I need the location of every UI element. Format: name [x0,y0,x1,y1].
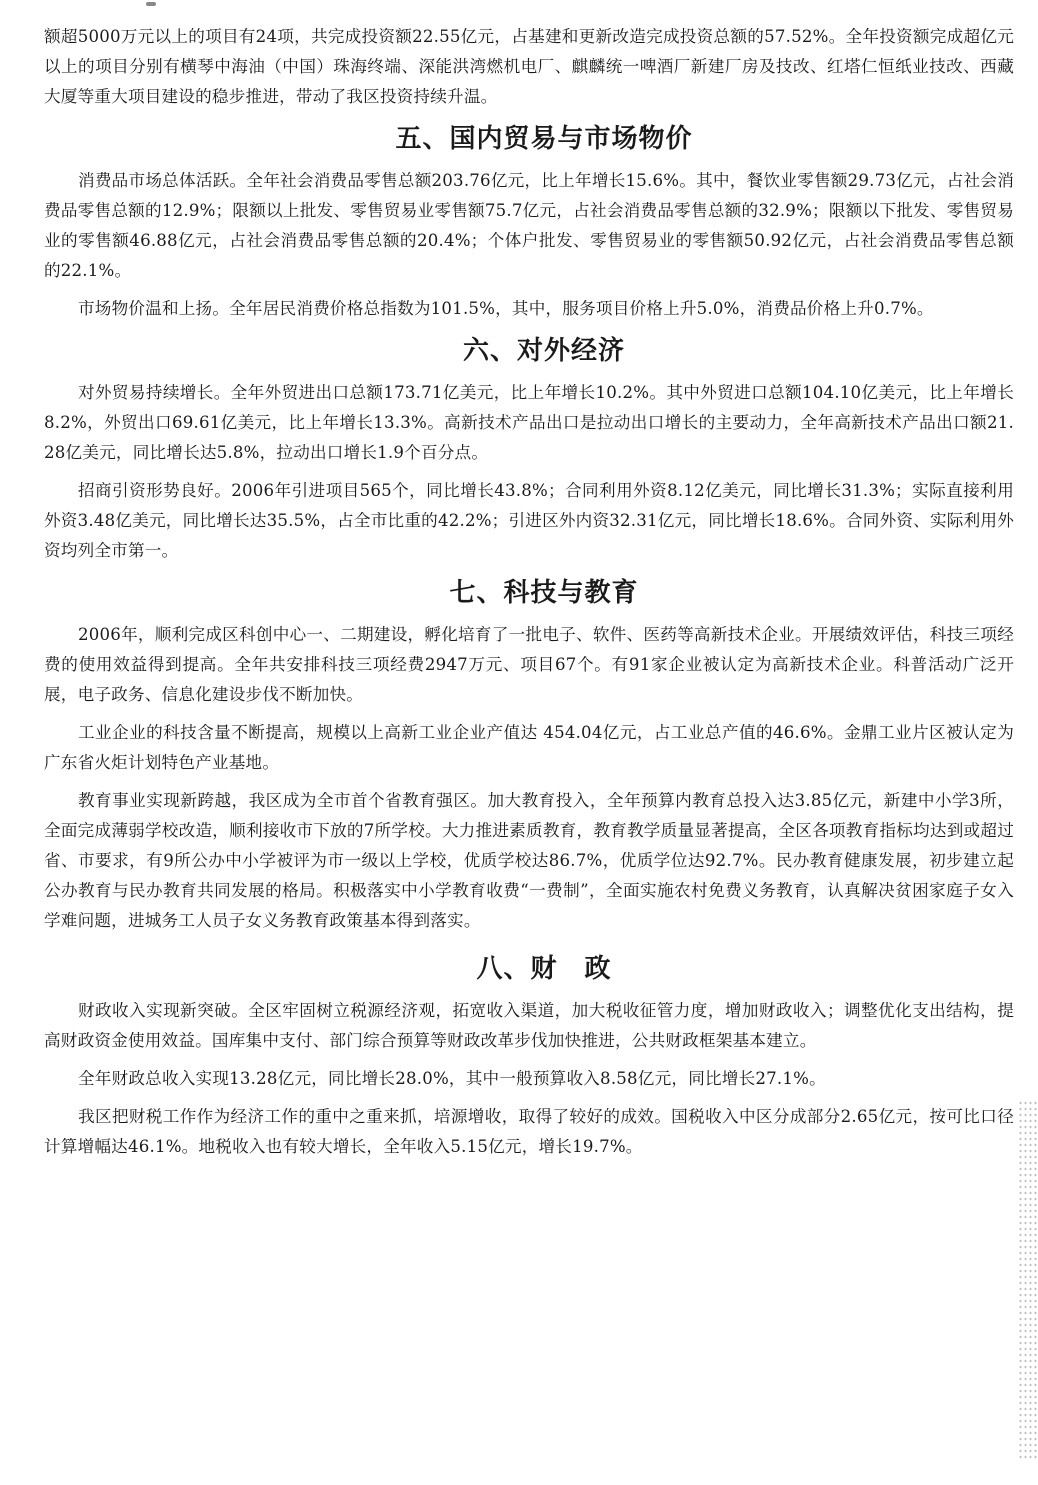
paragraph-market-prices: 市场物价温和上扬。全年居民消费价格总指数为101.5%，其中，服务项目价格上升5.0%，消费品价格上升0.7%。 [78,299,934,318]
scan-speck [146,2,156,6]
paragraph-consumer-market: 消费品市场总体活跃。全年社会消费品零售总额203.76亿元，比上年增长15.6%。其中，餐饮业零售额29.73亿元，占社会消费品零售总额的12.9%；限额以上批发、零售贸易业零售额75.7亿元，占社会消费品零售总额的32.9%；限额以下批发、零售贸易业的零售额46.88亿元，占社会消费品零售总额的20.4%；个体户批发、零售贸易业的零售额50.92亿元，占社会消费品零售总额的22.1%。 [44,171,1014,280]
paragraph-foreign-trade: 对外贸易持续增长。全年外贸进出口总额173.71亿美元，比上年增长10.2%。其中外贸进口总额104.10亿美元，比上年增长8.2%，外贸出口69.61亿美元，比上年增长13.3%。高新技术产品出口是拉动出口增长的主要动力，全年高新技术产品出口额21.28亿美元，同比增长达5.8%，拉动出口增长1.9个百分点。 [44,383,1014,462]
section-heading-finance: 八、财 政 [476,954,612,984]
paragraph-investment-attraction: 招商引资形势良好。2006年引进项目565个，同比增长43.8%；合同利用外资8.12亿美元，同比增长31.3%；实际直接利用外资3.48亿美元，同比增长达35.5%，占全市比重的42.2%；引进区外内资32.31亿元，同比增长18.6%。合同外资、实际利用外资均列全市第一。 [44,481,1014,560]
paragraph-fiscal-revenue: 财政收入实现新突破。全区牢固树立税源经济观，拓宽收入渠道，加大税收征管力度，增加财政收入；调整优化支出结构，提高财政资金使用效益。国库集中支付、部门综合预算等财政改革步伐加快推进，公共财政框架基本建立。 [44,1001,1014,1050]
paragraph-industrial-tech: 工业企业的科技含量不断提高，规模以上高新工业企业产值达 454.04亿元，占工业总产值的46.6%。金鼎工业片区被认定为广东省火炬计划特色产业基地。 [44,723,1014,772]
paragraph-education: 教育事业实现新跨越，我区成为全市首个省教育强区。加大教育投入，全年预算内教育总投入达3.85亿元，新建中小学3所，全面完成薄弱学校改造，顺利接收市下放的7所学校。大力推进素质教育，教育教学质量显著提高，全区各项教育指标均达到或超过省、市要求，有9所公办中小学被评为市一级以上学校，优质学校达86.7%，优质学位达92.7%。民办教育健康发展，初步建立起公办教育与民办教育共同发展的格局。积极落实中小学教育收费“一费制”，全面实施农村免费义务教育，认真解决贫困家庭子女入学难问题，进城务工人员子女义务教育政策基本得到落实。 [44,791,1014,930]
section-heading-science-education: 七、科技与教育 [449,578,639,608]
paragraph-tax-work: 我区把财税工作作为经济工作的重中之重来抓，培源增收，取得了较好的成效。国税收入中区分成部分2.65亿元，按可比口径计算增幅达46.1%。地税收入也有较大增长，全年收入5.15亿元，增长19.7%。 [44,1107,1014,1156]
section-heading-foreign-economy: 六、对外经济 [462,336,625,366]
paragraph-fiscal-total: 全年财政总收入实现13.28亿元，同比增长28.0%，其中一般预算收入8.58亿元，同比增长27.1%。 [78,1069,826,1088]
paragraph-science-center: 2006年，顺利完成区科创中心一、二期建设，孵化培育了一批电子、软件、医药等高新技术企业。开展绩效评估，科技三项经费的使用效益得到提高。全年共安排科技三项经费2947万元、项目67个。有91家企业被认定为高新技术企业。科普活动广泛开展，电子政务、信息化建设步伐不断加快。 [44,625,1014,704]
paragraph-investment: 额超5000万元以上的项目有24项，共完成投资额22.55亿元，占基建和更新改造完成投资总额的57.52%。全年投资额完成超亿元以上的项目分别有横琴中海油（中国）珠海终端、深能洪湾燃机电厂、麒麟统一啤酒厂新建厂房及技改、红塔仁恒纸业技改、西藏大厦等重大项目建设的稳步推进，带动了我区投资持续升温。 [44,27,1014,106]
scan-edge-noise [1018,1100,1038,1460]
section-heading-domestic-trade: 五、国内贸易与市场物价 [395,124,693,154]
